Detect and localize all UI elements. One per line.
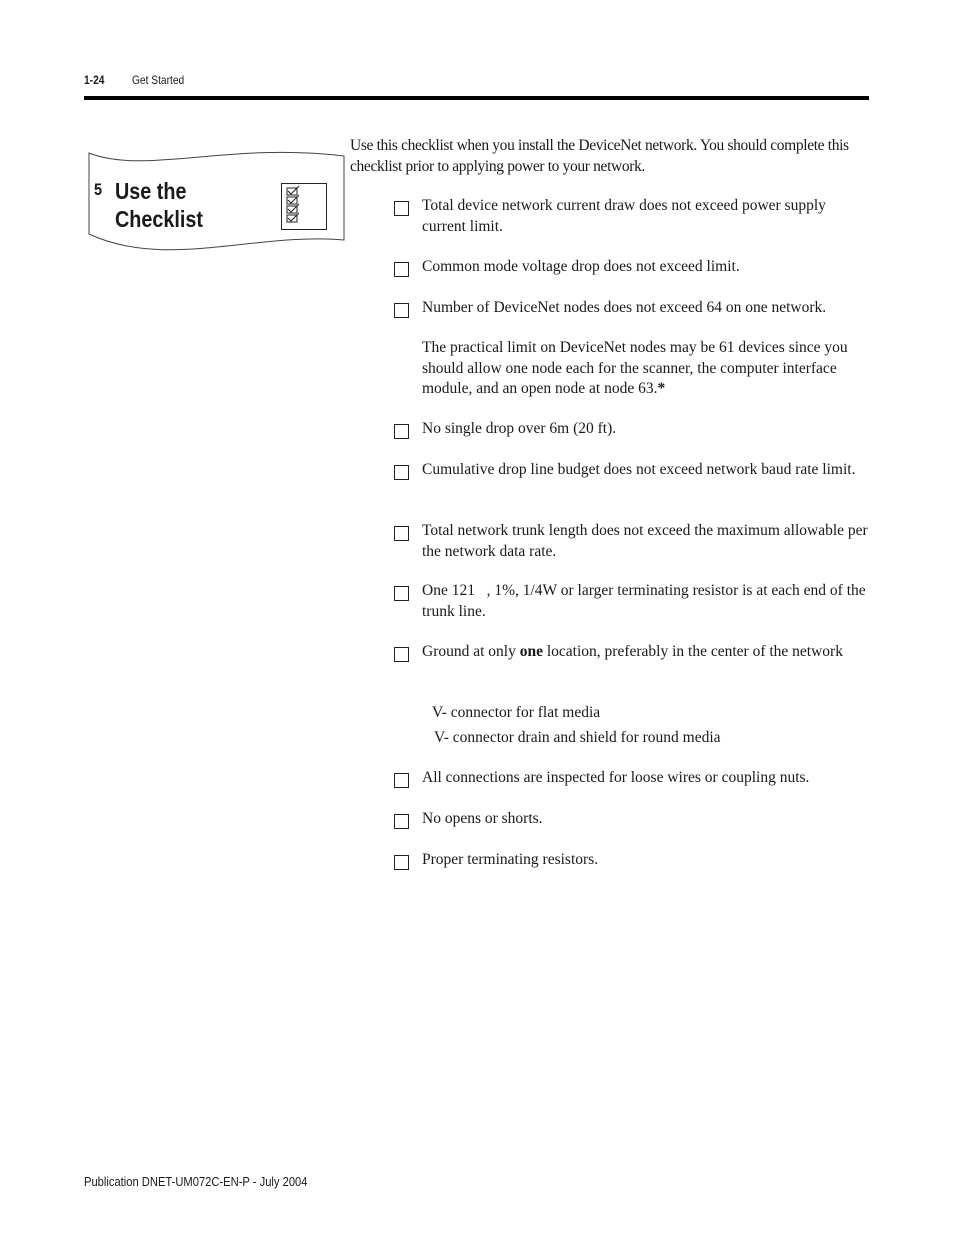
step-title: [115, 177, 203, 233]
checkbox[interactable]: [394, 773, 409, 788]
checklist-item-text: No single drop over 6m (20 ft).: [422, 420, 617, 437]
note-text: The practical limit on DeviceNet nodes may be 61 devices since you should allow one node each for the scanner, the computer interface module, and an open node at node 63.: [422, 339, 848, 397]
node-limit-note: [422, 338, 870, 400]
page-number: 1-24: [84, 73, 105, 87]
ground-subitem: V- connector for flat media: [432, 704, 601, 721]
checkbox[interactable]: [394, 262, 409, 277]
checklist-item-text: All connections are inspected for loose wires or coupling nuts.: [422, 769, 810, 786]
ground-text-before: Ground at only: [422, 643, 520, 660]
checklist-item-text: Cumulative drop line budget does not exceed network baud rate limit.: [422, 461, 856, 478]
checklist-item-text: One 121 , 1%, 1/4W or larger terminating resistor is at each end of the trunk line.: [422, 582, 870, 620]
step-title-line1: Use the: [115, 178, 187, 204]
checkbox[interactable]: [394, 855, 409, 870]
checkbox[interactable]: [394, 586, 409, 601]
intro-paragraph: Use this checklist when you install the DeviceNet network. You should complete this checklist prior to applying power to your network.: [350, 137, 849, 175]
checklist-item-text: [422, 642, 870, 663]
checklist-item-text: No opens or shorts.: [422, 810, 543, 827]
checklist-icon: [281, 183, 327, 230]
checklist-item-text: Common mode voltage drop does not exceed limit.: [422, 258, 740, 275]
header-rule: [84, 96, 869, 100]
note-marker: *: [657, 380, 666, 397]
ground-text-after: location, preferably in the center of the network: [542, 643, 843, 660]
ground-text-emphasis: one: [519, 643, 543, 660]
checklist-item-text: Number of DeviceNet nodes does not exceed 64 on one network.: [422, 299, 827, 316]
checklist-item-text: Total device network current draw does not exceed power supply current limit.: [422, 197, 826, 235]
checklist-item-text: Proper terminating resistors.: [422, 851, 599, 868]
checkbox[interactable]: [394, 201, 409, 216]
checkbox[interactable]: [394, 647, 409, 662]
ground-subitem: V- connector drain and shield for round media: [434, 729, 721, 746]
checkbox[interactable]: [394, 424, 409, 439]
checkbox[interactable]: [394, 465, 409, 480]
step-title-line2: Checklist: [115, 206, 203, 232]
checkbox[interactable]: [394, 303, 409, 318]
publication-footer: Publication DNET-UM072C-EN-P - July 2004: [84, 1174, 308, 1189]
step-number: 5: [94, 180, 103, 199]
checkbox[interactable]: [394, 814, 409, 829]
checklist-item-text: Total network trunk length does not exceed the maximum allowable per the network data rate.: [422, 522, 868, 560]
checkbox[interactable]: [394, 526, 409, 541]
section-title: Get Started: [132, 73, 185, 87]
